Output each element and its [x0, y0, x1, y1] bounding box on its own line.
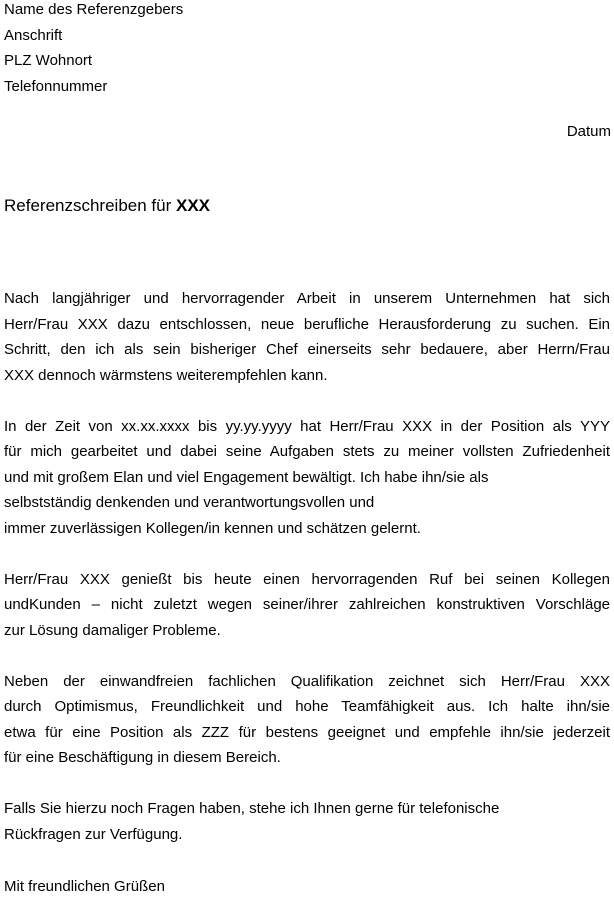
paragraph-line: immer zuverlässigen Kollegen/in kennen und schätzen gelernt.: [4, 519, 421, 537]
letter-body: [4, 288, 610, 875]
letter-subject: [4, 195, 210, 217]
paragraph: [4, 671, 610, 773]
paragraph: [4, 288, 610, 390]
subject-prefix: Referenzschreiben für: [4, 196, 176, 215]
paragraph-line: undKunden – nicht zuletzt wegen seiner/ihrer zahlreichen konstruktiven Vorschläge: [4, 596, 610, 613]
subject-name: XXX: [175, 196, 211, 215]
paragraph-line: XXX dennoch wärmstens weiterempfehlen kann.: [4, 366, 328, 384]
paragraph: [4, 416, 610, 544]
sender-phone: Telefonnummer: [4, 77, 108, 95]
paragraph-line: durch Optimismus, Freundlichkeit und hohe Teamfähigkeit aus. Ich halte ihn/sie: [4, 698, 610, 715]
paragraph: [4, 569, 610, 646]
paragraph-line: Schritt, den ich als sein bisheriger Chef einerseits sehr bedauere, aber Herrn/Frau: [4, 341, 610, 358]
paragraph-line: Rückfragen zur Verfügung.: [4, 825, 183, 843]
sender-name: Name des Referenzgebers: [4, 1, 184, 18]
paragraph-line: Falls Sie hierzu noch Fragen haben, stehe ich Ihnen gerne für telefonische: [4, 800, 500, 817]
paragraph-line: Herr/Frau XXX dazu entschlossen, neue berufliche Herausforderung zu suchen. Ein: [4, 315, 610, 333]
paragraph-line: Herr/Frau XXX genießt bis heute einen hervorragenden Ruf bei seinen Kollegen: [4, 570, 610, 588]
paragraph-line: Neben der einwandfreien fachlichen Qualifikation zeichnet sich Herr/Frau XXX: [4, 672, 610, 690]
paragraph-line: für eine Beschäftigung in diesem Bereich.: [4, 749, 281, 766]
paragraph-line: zur Lösung damaliger Probleme.: [4, 621, 221, 639]
paragraph-line: und mit großem Elan und viel Engagement bewältigt. Ich habe ihn/sie als: [4, 468, 489, 486]
paragraph-line: etwa für eine Position als ZZZ für bestens geeignet und empfehle ihn/sie jederzeit: [4, 723, 610, 741]
paragraph-line: Nach langjähriger und hervorragender Arbeit in unserem Unternehmen hat sich: [4, 290, 610, 307]
sender-city: PLZ Wohnort: [4, 52, 93, 69]
paragraph-line: selbstständig denkenden und verantwortungsvollen und: [4, 494, 375, 511]
paragraph: [4, 798, 610, 849]
paragraph-line: für mich gearbeitet und dabei seine Aufgaben stets zu meiner vollsten Zufriedenheit: [4, 443, 610, 460]
paragraph-line: In der Zeit von xx.xx.xxxx bis yy.yy.yyyy hat Herr/Frau XXX in der Position als YYY: [4, 417, 610, 435]
sender-block: [4, 0, 183, 102]
letter-date: Datum: [566, 123, 611, 140]
sender-address: Anschrift: [4, 26, 63, 44]
letter-closing: Mit freundlichen Grüßen: [4, 878, 165, 895]
